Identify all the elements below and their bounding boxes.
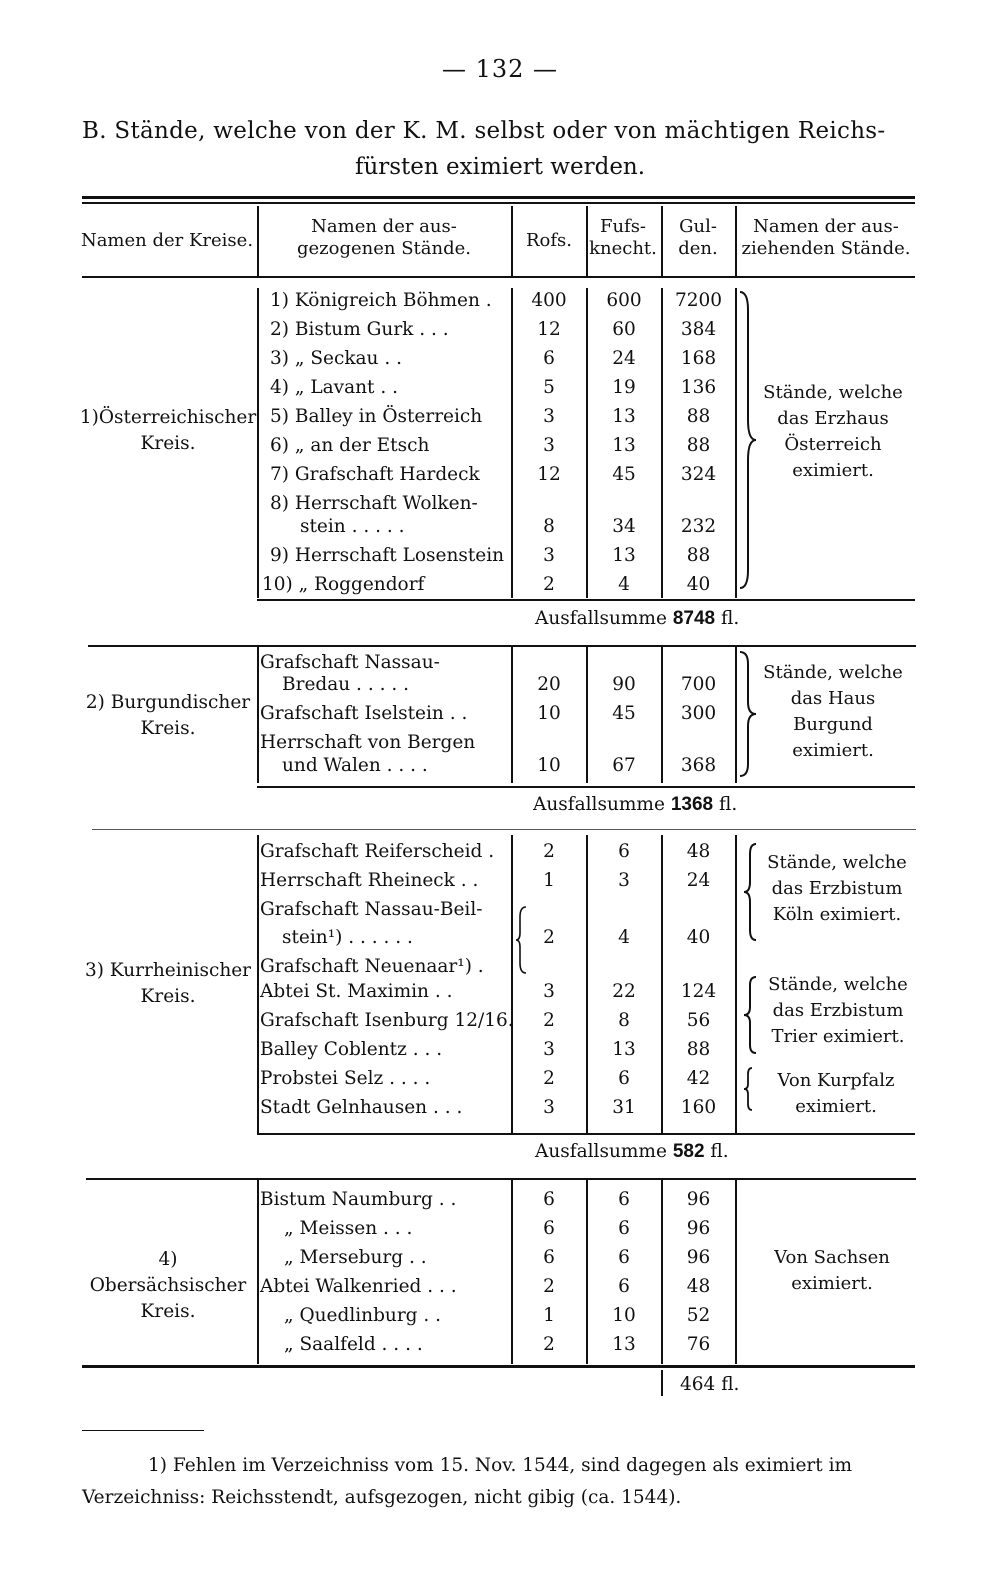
row-gulden: 52: [686, 1305, 711, 1326]
row-name: und Walen . . . .: [282, 755, 428, 776]
row-fuss: 13: [612, 406, 636, 427]
row-gulden: 42: [686, 1068, 711, 1089]
row-name: Grafschaft Reiferscheid .: [260, 841, 495, 862]
row-name: Herrschaft von Bergen: [260, 732, 476, 753]
row-name: 3) „ Seckau . .: [270, 348, 402, 369]
section-bottom-rule: [82, 1365, 915, 1368]
right-brace-icon: [738, 650, 758, 778]
row-gulden: 96: [686, 1218, 711, 1239]
row-ross: 2: [543, 1276, 555, 1297]
sum-value: 582: [672, 1141, 705, 1162]
footnote-line-1: 1) Fehlen im Verzeichniss vom 15. Nov. 1544, sind dagegen als eximiert im: [148, 1455, 853, 1476]
row-fuss: 90: [612, 674, 636, 695]
row-name: Abtei Walkenried . . .: [260, 1276, 457, 1297]
sum-line: [680, 1374, 739, 1395]
row-fuss: 34: [612, 516, 636, 537]
row-name: Grafschaft Iselstein . .: [260, 703, 468, 724]
row-fuss: 13: [612, 435, 636, 456]
row-fuss: 13: [612, 1039, 636, 1060]
exempting-note: Von Kurpfalz eximiert.: [777, 1070, 895, 1117]
row-fuss: 22: [612, 981, 636, 1002]
row-name: 10) „ Roggendorf: [262, 574, 425, 595]
sum-label: Ausfallsumme: [533, 794, 665, 815]
kreis-label: [78, 1247, 258, 1325]
row-gulden: 48: [686, 841, 711, 862]
row-fuss: 4: [618, 574, 630, 595]
header-divider: [257, 206, 259, 276]
row-ross: 1: [543, 870, 555, 891]
row-name: „ Quedlinburg . .: [284, 1305, 442, 1326]
sum-line: [535, 1141, 729, 1163]
row-gulden: 160: [680, 1097, 717, 1118]
sum-line: [533, 794, 737, 816]
row-fuss: 4: [618, 927, 630, 948]
page-number: — 132 —: [441, 55, 559, 83]
top-rule-thin: [82, 202, 915, 204]
row-name: 1) Königreich Böhmen .: [270, 290, 492, 311]
section-rule: [257, 599, 915, 601]
row-gulden: 96: [686, 1247, 711, 1268]
row-fuss: 60: [612, 319, 636, 340]
row-gulden: 7200: [674, 290, 723, 311]
row-ross: 6: [543, 1247, 555, 1268]
row-ross: 2: [543, 574, 555, 595]
row-ross: 12: [537, 319, 561, 340]
header-fuss-line1: Fufs-: [599, 216, 647, 237]
row-fuss: 6: [618, 841, 630, 862]
section-rule: [88, 645, 916, 647]
kreis-name: 1)Österreichischer: [79, 407, 257, 428]
row-name: Balley Coblentz . . .: [260, 1039, 443, 1060]
row-ross: 3: [543, 1097, 555, 1118]
row-gulden: 384: [680, 319, 717, 340]
row-ross: 3: [543, 435, 555, 456]
kreis-suffix: Kreis.: [140, 433, 196, 454]
row-fuss: 6: [618, 1189, 630, 1210]
row-gulden: 48: [686, 1276, 711, 1297]
row-fuss: 13: [612, 545, 636, 566]
divider: [735, 835, 737, 1133]
row-gulden: 368: [680, 755, 717, 776]
divider: [661, 1370, 663, 1396]
row-fuss: 67: [612, 755, 636, 776]
row-fuss: 45: [612, 703, 636, 724]
row-name: 4) „ Lavant . .: [270, 377, 399, 398]
row-gulden: 168: [680, 348, 717, 369]
kreis-name: 3) Kurrheinischer: [84, 960, 252, 981]
row-name: Grafschaft Nassau-: [260, 652, 440, 673]
header-ziehend-line1: Namen der aus-: [753, 216, 899, 237]
row-name: stein . . . . .: [300, 516, 405, 537]
header-fuss-line2: knecht.: [589, 238, 657, 259]
header-bottom-rule: [82, 276, 915, 278]
row-gulden: 136: [680, 377, 717, 398]
sum-unit: fl.: [718, 794, 738, 815]
header-divider: [735, 206, 737, 276]
header-ross: Rofs.: [525, 230, 572, 251]
row-ross: 400: [531, 290, 567, 311]
header-divider: [511, 206, 513, 276]
row-name: stein¹) . . . . . .: [282, 927, 413, 948]
left-brace-icon: [742, 1066, 754, 1112]
row-ross: 6: [543, 348, 555, 369]
kreis-label: [78, 958, 258, 1010]
row-gulden: 88: [686, 545, 711, 566]
row-ross: 3: [543, 406, 555, 427]
section-rule: [257, 1133, 915, 1135]
divider: [735, 288, 737, 598]
row-gulden: 124: [680, 981, 717, 1002]
kreis-suffix: Kreis.: [140, 718, 196, 739]
kreis-label: [78, 690, 258, 742]
header-gulden-line1: Gul-: [679, 216, 717, 237]
exempting-note: Von Sachsen eximiert.: [774, 1247, 890, 1294]
exempting-note: Stände, welche das Erzbistum Trier eximiert.: [768, 974, 908, 1047]
header-staende-line1: Namen der aus-: [311, 216, 457, 237]
row-ross: 2: [543, 841, 555, 862]
row-gulden: 76: [686, 1334, 711, 1355]
row-name: 8) Herrschaft Wolken-: [270, 493, 478, 514]
row-name: 7) Grafschaft Hardeck: [270, 464, 480, 485]
row-ross: 1: [543, 1305, 555, 1326]
row-ross: 3: [543, 1039, 555, 1060]
sum-line: [535, 608, 739, 630]
section-rule: [92, 829, 916, 830]
header-staende: [258, 216, 510, 260]
header-divider: [661, 206, 663, 276]
row-fuss: 13: [612, 1334, 636, 1355]
sum-unit: fl.: [720, 608, 740, 629]
kreis-name: 2) Burgundischer: [85, 692, 251, 713]
row-ross: 3: [543, 545, 555, 566]
row-ross: 2: [543, 1010, 555, 1031]
row-name: Grafschaft Neuenaar¹) .: [260, 956, 484, 977]
exempting-note: Stände, welche das Haus Burgund eximiert.: [763, 662, 903, 761]
row-fuss: 19: [612, 377, 636, 398]
exempting-note: Stände, welche das Erzhaus Österreich eximiert.: [763, 382, 903, 481]
sum-unit: fl.: [710, 1141, 729, 1162]
row-ross: 2: [543, 1334, 555, 1355]
row-ross: 5: [543, 377, 555, 398]
kreis-suffix: Kreis.: [140, 1301, 196, 1322]
row-fuss: 3: [618, 870, 630, 891]
footnote-line-2: Verzeichniss: Reichsstendt, aufsgezogen, nicht gibig (ca. 1544).: [82, 1487, 682, 1508]
row-name: „ Meissen . . .: [284, 1218, 413, 1239]
sum-label: Ausfallsumme: [535, 1141, 667, 1162]
row-name: Bredau . . . . .: [282, 674, 409, 695]
row-fuss: 45: [612, 464, 636, 485]
sum-unit: fl.: [721, 1374, 740, 1395]
title-line-2: fürsten eximiert werden.: [354, 154, 646, 180]
row-name: Probstei Selz . . . .: [260, 1068, 431, 1089]
row-ross: 10: [537, 703, 561, 724]
header-gulden-line2: den.: [678, 238, 718, 259]
row-name: Grafschaft Isenburg 12/16.: [260, 1010, 514, 1031]
row-name: Grafschaft Nassau-Beil-: [260, 899, 483, 920]
row-ross: 8: [543, 516, 555, 537]
section-rule: [86, 1178, 916, 1180]
exempting-note: Stände, welche das Erzbistum Köln eximiert.: [767, 852, 907, 925]
row-name: 9) Herrschaft Losenstein: [270, 545, 505, 566]
row-fuss: 6: [618, 1276, 630, 1297]
header-staende-line2: gezogenen Stände.: [296, 238, 471, 259]
header-ziehend-line2: ziehenden Stände.: [741, 238, 911, 259]
row-name: 5) Balley in Österreich: [270, 406, 483, 427]
row-name: Abtei St. Maximin . .: [260, 981, 453, 1002]
row-name: „ Saalfeld . . . .: [284, 1334, 423, 1355]
row-gulden: 300: [680, 703, 717, 724]
row-fuss: 10: [612, 1305, 636, 1326]
row-fuss: 6: [618, 1218, 630, 1239]
title-line-1: B. Stände, welche von der K. M. selbst oder von mächtigen Reichs-: [82, 118, 886, 144]
header-ziehend: [736, 216, 916, 260]
left-brace-icon: [742, 975, 758, 1055]
sum-value: 464: [680, 1374, 716, 1395]
row-ross: 2: [543, 1068, 555, 1089]
row-fuss: 6: [618, 1068, 630, 1089]
left-brace-icon: [742, 842, 758, 942]
row-gulden: 88: [686, 406, 711, 427]
row-gulden: 96: [686, 1189, 711, 1210]
row-ross: 6: [543, 1189, 555, 1210]
row-gulden: 700: [680, 674, 717, 695]
row-fuss: 8: [618, 1010, 630, 1031]
sum-label: Ausfallsumme: [535, 608, 667, 629]
row-gulden: 56: [686, 1010, 711, 1031]
small-brace-icon: [514, 905, 528, 975]
row-ross: 20: [537, 674, 561, 695]
row-ross: 3: [543, 981, 555, 1002]
row-gulden: 24: [686, 870, 711, 891]
row-gulden: 88: [686, 1039, 711, 1060]
header-kreise: Namen der Kreise.: [80, 230, 254, 251]
row-gulden: 232: [680, 516, 717, 537]
kreis-label: [78, 405, 258, 457]
kreis-name: 4) Obersächsischer: [89, 1249, 247, 1296]
row-gulden: 88: [686, 435, 711, 456]
row-fuss: 600: [606, 290, 642, 311]
row-fuss: 24: [612, 348, 636, 369]
sum-value: 1368: [670, 794, 714, 815]
row-name: 2) Bistum Gurk . . .: [270, 319, 449, 340]
row-name: Herrschaft Rheineck . .: [260, 870, 479, 891]
row-name: Bistum Naumburg . .: [260, 1189, 457, 1210]
top-rule-thick: [82, 196, 915, 199]
row-name: „ Merseburg . .: [284, 1247, 427, 1268]
header-divider: [586, 206, 588, 276]
row-ross: 2: [543, 927, 555, 948]
sum-value: 8748: [672, 608, 716, 629]
row-name: Stadt Gelnhausen . . .: [260, 1097, 463, 1118]
right-brace-icon: [738, 290, 758, 590]
kreis-suffix: Kreis.: [140, 986, 196, 1007]
header-gulden: [662, 216, 734, 260]
row-gulden: 324: [680, 464, 717, 485]
row-ross: 10: [537, 755, 561, 776]
section-rule: [257, 786, 915, 788]
row-fuss: 6: [618, 1247, 630, 1268]
row-name: 6) „ an der Etsch: [270, 435, 430, 456]
row-gulden: 40: [686, 574, 711, 595]
row-ross: 6: [543, 1218, 555, 1239]
divider: [735, 1180, 737, 1364]
header-fuss: [586, 216, 660, 260]
footnote-separator: [82, 1430, 204, 1431]
divider: [735, 645, 737, 783]
row-fuss: 31: [612, 1097, 636, 1118]
row-gulden: 40: [686, 927, 711, 948]
row-ross: 12: [537, 464, 561, 485]
